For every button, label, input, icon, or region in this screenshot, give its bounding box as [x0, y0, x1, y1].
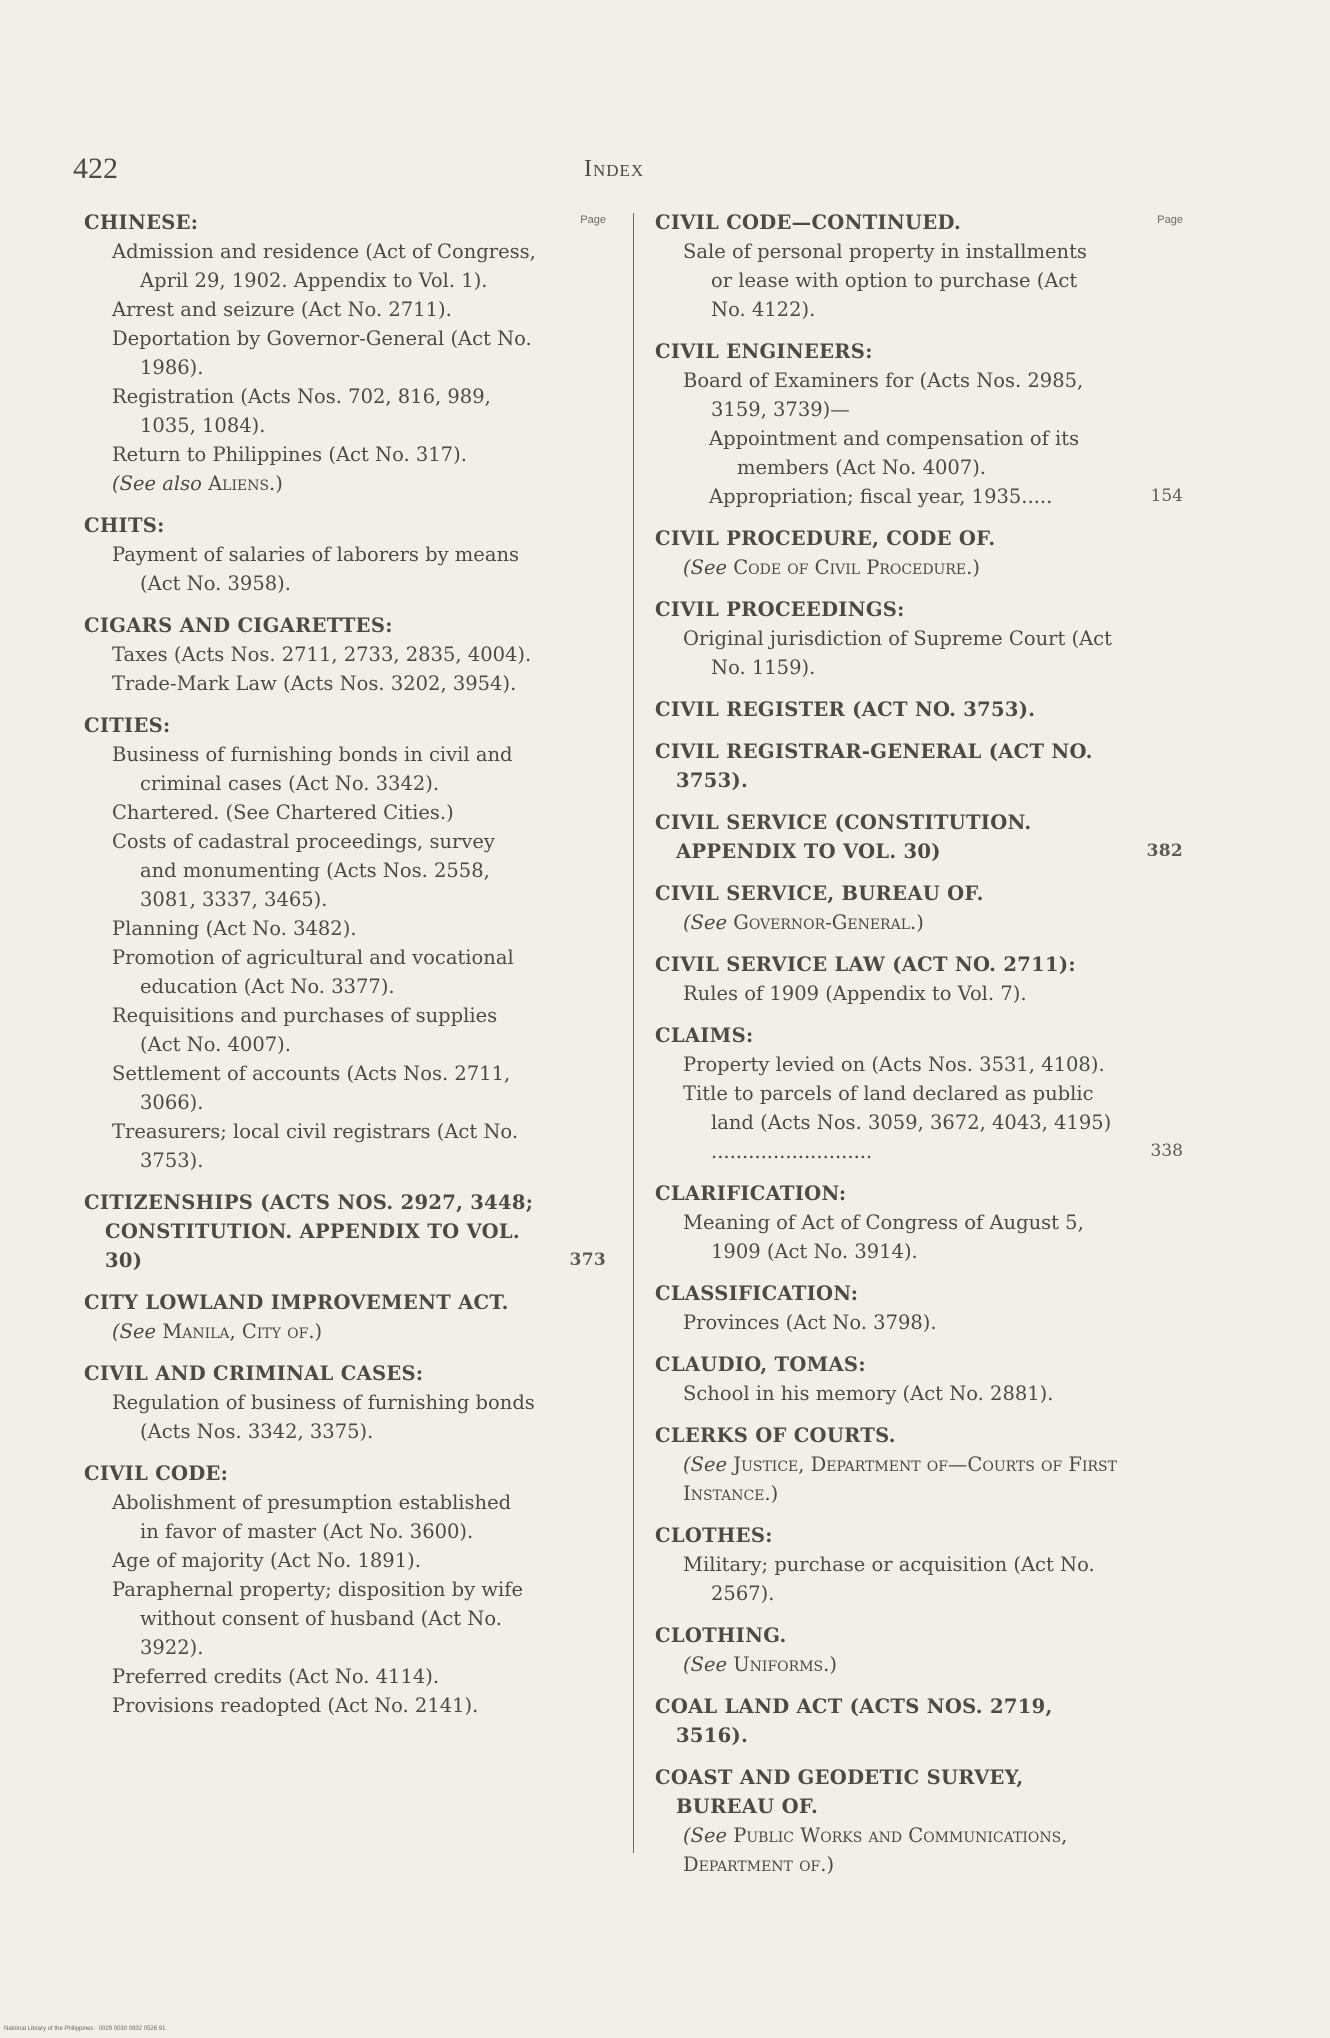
sub-entry	[84, 1117, 606, 1175]
index-entry	[655, 1621, 1183, 1679]
entry-heading-text: CIVIL REGISTRAR-GENERAL (ACT NO. 3753).	[655, 740, 1093, 792]
sub-entry	[84, 740, 606, 798]
index-entry	[84, 1359, 606, 1446]
see-reference	[84, 469, 606, 498]
see-suffix: .)	[308, 1320, 323, 1343]
entry-heading	[655, 879, 1183, 908]
sub-entry	[84, 1546, 606, 1575]
sub-entry-text: Admission and residence (Act of Congress, April 29, 1902. Appendix to Vol. 1).	[112, 240, 536, 292]
index-entry	[655, 208, 1183, 324]
see-prefix: (See	[683, 1824, 728, 1847]
index-entry	[655, 950, 1183, 1008]
sub-entry-text: Provinces (Act No. 3798).	[683, 1311, 937, 1334]
sub-entry-text: Payment of salaries of laborers by means (Act No. 3958).	[112, 543, 520, 595]
entry-heading-text: CLAIMS:	[655, 1024, 754, 1047]
sub-entry-text: Sale of personal property in installments or lease with option to purchase (Act No. 4122).	[683, 240, 1087, 321]
sub-entry	[655, 1208, 1183, 1266]
sub-entry-text: Regulation of business of furnishing bonds (Acts Nos. 3342, 3375).	[112, 1391, 535, 1443]
sub-entry	[655, 366, 1183, 424]
sub-entry-text: Promotion of agricultural and vocational education (Act No. 3377).	[112, 946, 514, 998]
index-entry	[84, 511, 606, 598]
sub-entry	[84, 1662, 606, 1691]
see-reference	[655, 1821, 1183, 1879]
sub-entry	[84, 943, 606, 1001]
see-target: Aliens	[208, 472, 270, 495]
sub-entry	[655, 237, 1183, 324]
entry-heading	[655, 737, 1183, 795]
entry-heading	[655, 695, 1183, 724]
entry-heading-text: CIVIL PROCEDURE, CODE OF.	[655, 527, 996, 550]
see-prefix: (See	[683, 1453, 728, 1476]
sub-entry-text: Treasurers; local civil registrars (Act No. 3753).	[112, 1120, 519, 1172]
sub-entry	[655, 979, 1183, 1008]
index-column-right	[655, 208, 1183, 1892]
sub-entry	[84, 237, 606, 295]
sub-entry	[84, 669, 606, 698]
sub-entry	[655, 1550, 1183, 1608]
entry-heading	[655, 1350, 1183, 1379]
index-entry	[84, 1188, 606, 1275]
entry-heading-text: CIGARS AND CIGARETTES:	[84, 614, 393, 637]
see-target: Justice, Department of—Courts of First Instance	[683, 1453, 1117, 1505]
see-suffix: .)	[910, 911, 924, 934]
sub-entry	[655, 1379, 1183, 1408]
entry-heading	[655, 208, 1183, 237]
sub-entry	[655, 482, 1183, 511]
sub-entry-text: Board of Examiners for (Acts Nos. 2985, 3159, 3739)—	[683, 369, 1084, 421]
entry-heading	[655, 1021, 1183, 1050]
sub-entry	[84, 1488, 606, 1546]
see-prefix: (See	[683, 911, 728, 934]
sub-entry	[655, 1308, 1183, 1337]
sub-entry	[84, 827, 606, 914]
see-suffix: .)	[820, 1853, 835, 1876]
entry-heading-text: CITY LOWLAND IMPROVEMENT ACT.	[84, 1291, 509, 1314]
entry-heading	[655, 1179, 1183, 1208]
see-prefix: (See also	[112, 472, 202, 495]
entry-heading-text: CHITS:	[84, 514, 165, 537]
entry-heading-text: CITIZENSHIPS (ACTS NOS. 2927, 3448; CONSTITUTION. APPENDIX TO VOL. 30)	[84, 1191, 534, 1272]
index-entry	[655, 337, 1183, 511]
sub-entry-text: Original jurisdiction of Supreme Court (Act No. 1159).	[683, 627, 1112, 679]
entry-heading-text: CIVIL PROCEEDINGS:	[655, 598, 905, 621]
see-reference	[655, 1650, 1183, 1679]
entry-heading	[655, 808, 1183, 866]
entry-heading-text: CIVIL CODE—CONTINUED.	[655, 211, 962, 234]
column-divider	[633, 213, 634, 1853]
index-entry	[84, 1459, 606, 1720]
sub-entry	[84, 640, 606, 669]
sub-entry	[84, 295, 606, 324]
entry-heading	[84, 1359, 606, 1388]
sub-entry-text: Provisions readopted (Act No. 2141).	[112, 1694, 479, 1717]
sub-entry	[84, 1001, 606, 1059]
sub-entry-text: Rules of 1909 (Appendix to Vol. 7).	[683, 982, 1027, 1005]
sub-entry-text: Arrest and seizure (Act No. 2711).	[112, 298, 452, 321]
index-entry	[655, 1021, 1183, 1166]
sub-entry	[84, 1059, 606, 1117]
sub-entry-text: Meaning of Act of Congress of August 5, 1909 (Act No. 3914).	[683, 1211, 1084, 1263]
entry-heading	[84, 1459, 606, 1488]
entry-heading-text: COAL LAND ACT (ACTS NOS. 2719, 3516).	[655, 1695, 1053, 1747]
index-entry	[655, 695, 1183, 724]
index-entry	[655, 1421, 1183, 1508]
sub-entry	[84, 324, 606, 382]
sub-entry-text: Preferred credits (Act No. 4114).	[112, 1665, 440, 1688]
sub-entry	[655, 424, 1183, 482]
index-entry	[655, 1350, 1183, 1408]
entry-heading	[84, 511, 606, 540]
entry-heading-text: CLOTHES:	[655, 1524, 773, 1547]
sub-entry-text: Title to parcels of land declared as public land (Acts Nos. 3059, 3672, 4043, 4195) ..........................	[683, 1082, 1112, 1163]
sub-entry	[84, 798, 606, 827]
sub-entry	[84, 1691, 606, 1720]
sub-entry-text: Business of furnishing bonds in civil and criminal cases (Act No. 3342).	[112, 743, 513, 795]
entry-heading	[655, 950, 1183, 979]
page-column-label: Page	[1157, 214, 1183, 226]
entry-heading	[84, 1188, 606, 1275]
entry-heading	[84, 1288, 606, 1317]
see-target: Manila, City of	[162, 1320, 309, 1343]
sub-entry-text: Costs of cadastral proceedings, survey and monumenting (Acts Nos. 2558, 3081, 3337, 3465).	[112, 830, 495, 911]
index-entry	[655, 1692, 1183, 1750]
entry-heading	[655, 1521, 1183, 1550]
sub-entry	[84, 1575, 606, 1662]
sub-entry	[84, 382, 606, 440]
sub-entry	[655, 1079, 1183, 1166]
sub-entry	[84, 914, 606, 943]
index-entry	[84, 711, 606, 1175]
entry-heading	[655, 595, 1183, 624]
index-entry	[84, 611, 606, 698]
entry-heading-text: CHINESE:	[84, 211, 199, 234]
entry-heading-text: CIVIL SERVICE, BUREAU OF.	[655, 882, 984, 905]
entry-heading	[655, 337, 1183, 366]
index-column-left	[84, 208, 606, 1733]
entry-heading-text: CLERKS OF COURTS.	[655, 1424, 896, 1447]
sub-entry-text: Paraphernal property; disposition by wife without consent of husband (Act No. 3922).	[112, 1578, 523, 1659]
entry-heading-text: CLASSIFICATION:	[655, 1282, 859, 1305]
entry-heading	[655, 524, 1183, 553]
entry-heading	[655, 1692, 1183, 1750]
entry-heading	[655, 1421, 1183, 1450]
sub-entry-text: School in his memory (Act No. 2881).	[683, 1382, 1054, 1405]
entry-heading-text: CIVIL SERVICE (CONSTITUTION. APPENDIX TO VOL. 30)	[655, 811, 1032, 863]
index-entry	[655, 1763, 1183, 1879]
see-suffix: .)	[966, 556, 980, 579]
entry-heading-text: CIVIL SERVICE LAW (ACT NO. 2711):	[655, 953, 1076, 976]
index-entry	[84, 1288, 606, 1346]
index-entry	[655, 595, 1183, 682]
see-suffix: .)	[764, 1482, 779, 1505]
sub-entry	[84, 440, 606, 469]
sub-entry-text: Property levied on (Acts Nos. 3531, 4108).	[683, 1053, 1105, 1076]
entry-heading-text: CITIES:	[84, 714, 171, 737]
entry-heading-text: CLAUDIO, TOMAS:	[655, 1353, 866, 1376]
sub-entry-page-number: 338	[1150, 1141, 1183, 1161]
entry-heading-text: CIVIL ENGINEERS:	[655, 340, 873, 363]
entry-heading-text: CLOTHING.	[655, 1624, 787, 1647]
see-target: Governor-General	[733, 911, 911, 934]
page-header-title: Index	[584, 156, 645, 182]
see-target: Uniforms	[733, 1653, 824, 1676]
entry-heading-text: CIVIL REGISTER (ACT NO. 3753).	[655, 698, 1036, 721]
entry-heading-text: COAST AND GEODETIC SURVEY, BUREAU OF.	[655, 1766, 1024, 1818]
see-prefix: (See	[683, 1653, 728, 1676]
see-suffix: .)	[269, 472, 283, 495]
index-entry	[655, 879, 1183, 937]
see-reference	[655, 1450, 1183, 1508]
see-reference	[655, 553, 1183, 582]
see-reference	[655, 908, 1183, 937]
see-prefix: (See	[683, 556, 728, 579]
entry-heading	[84, 208, 606, 237]
see-reference	[84, 1317, 606, 1346]
index-entry	[655, 1179, 1183, 1266]
entry-heading	[84, 711, 606, 740]
sub-entry-text: Age of majority (Act No. 1891).	[112, 1549, 421, 1572]
sub-entry-text: Appointment and compensation of its members (Act No. 4007).	[709, 427, 1080, 479]
entry-heading	[655, 1763, 1183, 1821]
sub-entry-text: Trade-Mark Law (Acts Nos. 3202, 3954).	[112, 672, 517, 695]
sub-entry-text: Requisitions and purchases of supplies (Act No. 4007).	[112, 1004, 498, 1056]
index-entry	[655, 524, 1183, 582]
page-column-label: Page	[580, 214, 606, 226]
entry-page-number: 373	[569, 1250, 606, 1270]
see-target: Code of Civil Procedure	[733, 556, 967, 579]
see-suffix: .)	[823, 1653, 837, 1676]
sub-entry	[655, 624, 1183, 682]
sub-entry-text: Chartered. (See Chartered Cities.)	[112, 801, 454, 824]
sub-entry-text: Registration (Acts Nos. 702, 816, 989, 1035, 1084).	[112, 385, 491, 437]
see-prefix: (See	[112, 1320, 157, 1343]
entry-heading-text: CLARIFICATION:	[655, 1182, 847, 1205]
entry-heading	[84, 611, 606, 640]
sub-entry-text: Taxes (Acts Nos. 2711, 2733, 2835, 4004).	[112, 643, 532, 666]
entry-heading	[655, 1279, 1183, 1308]
index-entry	[655, 808, 1183, 866]
index-entry	[655, 1279, 1183, 1337]
sub-entry	[84, 540, 606, 598]
sub-entry-text: Deportation by Governor-General (Act No. 1986).	[112, 327, 532, 379]
entry-page-number: 382	[1146, 841, 1183, 861]
page-number: 422	[73, 152, 118, 185]
entry-heading-text: CIVIL AND CRIMINAL CASES:	[84, 1362, 424, 1385]
sub-entry-text: Military; purchase or acquisition (Act No. 2567).	[683, 1553, 1095, 1605]
sub-entry-text: Planning (Act No. 3482).	[112, 917, 357, 940]
entry-heading	[655, 1621, 1183, 1650]
entry-heading-text: CIVIL CODE:	[84, 1462, 229, 1485]
sub-entry	[655, 1050, 1183, 1079]
footer-credit: National Library of the Philippines · 0029 0030 0932 0526 91	[4, 2026, 166, 2032]
sub-entry-page-number: 154	[1150, 486, 1183, 506]
index-entry	[655, 1521, 1183, 1608]
see-target: Public Works and Communications, Department of	[683, 1824, 1068, 1876]
sub-entry-text: Abolishment of presumption established in favor of master (Act No. 3600).	[112, 1491, 512, 1543]
index-entry	[84, 208, 606, 498]
sub-entry	[84, 1388, 606, 1446]
index-entry	[655, 737, 1183, 795]
sub-entry-text: Settlement of accounts (Acts Nos. 2711, 3066).	[112, 1062, 511, 1114]
sub-entry-text: Return to Philippines (Act No. 317).	[112, 443, 467, 466]
sub-entry-text: Appropriation; fiscal year, 1935.....	[709, 485, 1053, 508]
